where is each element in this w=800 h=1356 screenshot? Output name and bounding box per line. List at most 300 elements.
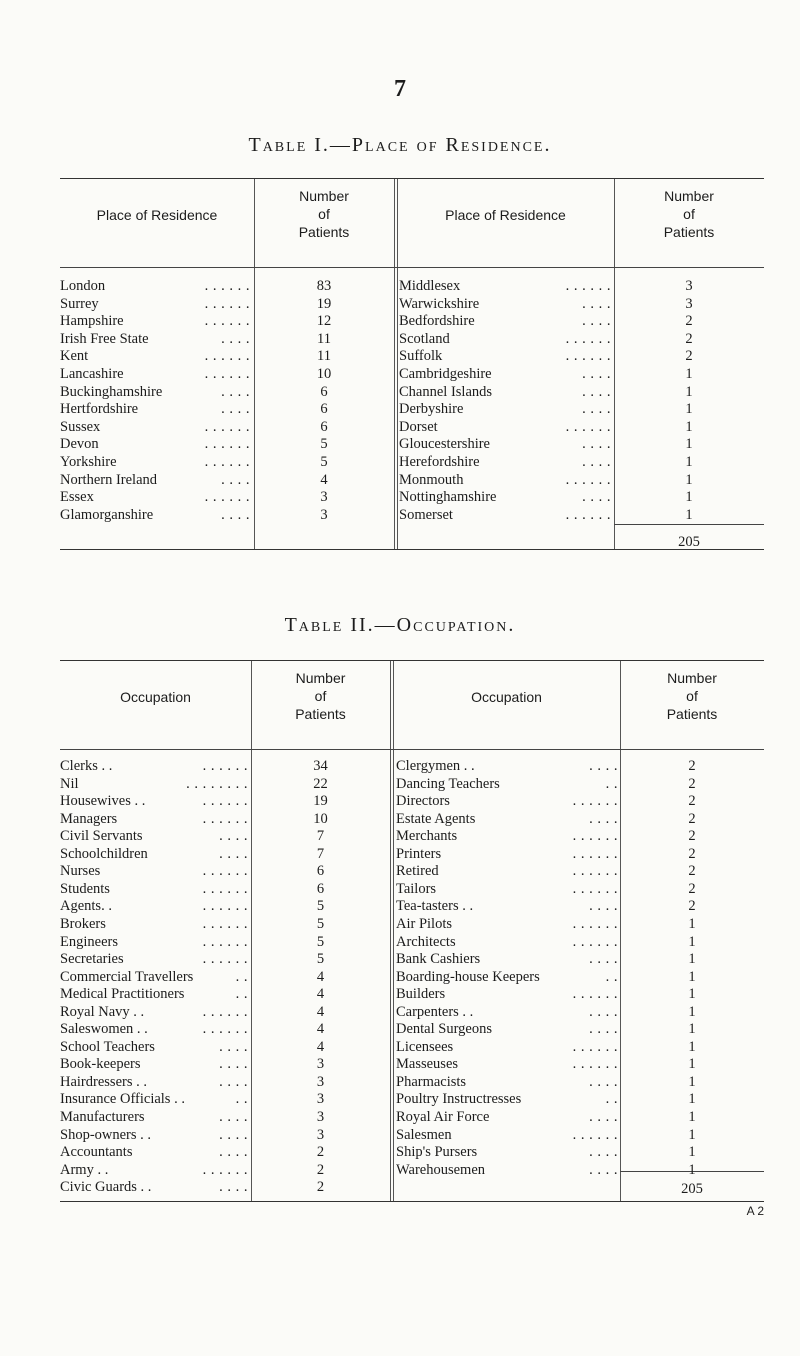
- leader-dots: . . . .: [221, 383, 250, 400]
- table-row: [60, 1178, 390, 1196]
- leader-dots: . . . .: [219, 1109, 248, 1125]
- row-label: Schoolchildren: [60, 845, 148, 862]
- row-count: 1: [688, 1003, 696, 1020]
- leader-dots: . . . . . .: [202, 1161, 248, 1178]
- row-count: 2: [316, 1144, 325, 1161]
- table1-header-col3: Place of Residence: [445, 207, 566, 223]
- leader-dots: . . . . . .: [202, 951, 248, 968]
- table-row: [60, 347, 394, 365]
- row-count: 1: [688, 1038, 696, 1055]
- row-label: Tea-tasters . .: [396, 898, 474, 915]
- row-count: 6: [320, 418, 328, 435]
- leader-dots: . . . .: [582, 295, 611, 312]
- table2-header-col4: Number of Patients: [666, 670, 718, 722]
- row-count: 1: [685, 471, 693, 488]
- leader-dots: . .: [235, 968, 248, 985]
- row-label: Surrey: [60, 295, 99, 312]
- leader-dots: . . . .: [582, 383, 611, 400]
- row-count: 19: [316, 295, 332, 312]
- row-label: Middlesex: [399, 278, 461, 294]
- table-row: [60, 827, 390, 845]
- row-label: Air Pilots: [396, 915, 452, 932]
- leader-dots: . . . .: [219, 1056, 248, 1073]
- row-label: Northern Ireland: [60, 471, 158, 488]
- table-row: [399, 277, 764, 295]
- row-label: Herefordshire: [399, 454, 480, 470]
- row-label: Book-keepers: [60, 1056, 141, 1073]
- leader-dots: . . . . . .: [572, 845, 618, 862]
- row-count: 2: [688, 880, 696, 897]
- row-label: Nil: [60, 775, 79, 792]
- row-label: Salesmen: [396, 1126, 452, 1143]
- row-count: 6: [320, 401, 328, 418]
- row-label: Secretaries: [60, 951, 124, 968]
- table-row: [60, 295, 394, 313]
- row-label: Carpenters . .: [396, 1003, 474, 1020]
- table-row: [396, 968, 764, 986]
- table-row: [396, 827, 764, 845]
- row-count: 1: [685, 454, 693, 470]
- table-row: [60, 471, 394, 489]
- row-count: 12: [316, 313, 332, 330]
- table-row: [60, 277, 394, 295]
- leader-dots: . . . .: [582, 489, 611, 506]
- table-row: [60, 985, 390, 1003]
- row-count: 2: [688, 775, 696, 792]
- row-count: 5: [320, 454, 328, 470]
- row-label: Royal Air Force: [396, 1109, 490, 1125]
- table-row: [60, 488, 394, 506]
- leader-dots: . . . .: [589, 951, 618, 968]
- row-label: Ship's Pursers: [396, 1144, 478, 1161]
- leader-dots: . . . . . .: [202, 898, 248, 915]
- table2-divider: [393, 661, 394, 1201]
- table-row: [60, 1073, 390, 1091]
- table-row: [60, 330, 394, 348]
- row-count: 1: [685, 506, 693, 523]
- row-label: Sussex: [60, 418, 101, 435]
- table-row: [396, 880, 764, 898]
- table-row: [396, 1038, 764, 1056]
- row-count: 1: [685, 418, 693, 435]
- row-label: Insurance Officials . .: [60, 1091, 185, 1108]
- table-row: [396, 775, 764, 793]
- leader-dots: . . . . . .: [202, 758, 248, 774]
- leader-dots: . . . . . .: [202, 810, 248, 827]
- leader-dots: . . . . . .: [565, 348, 611, 365]
- table-row: [60, 950, 390, 968]
- table2: [60, 660, 764, 1202]
- row-count: 2: [688, 828, 696, 845]
- row-count: 1: [688, 915, 696, 932]
- table-row: [399, 295, 764, 313]
- table2-header-rule: [60, 749, 764, 750]
- table2-header-col3: Occupation: [471, 689, 542, 705]
- row-count: 22: [313, 775, 328, 792]
- row-label: Hairdressers . .: [60, 1073, 147, 1090]
- row-label: Agents. .: [60, 898, 112, 915]
- row-count: 2: [688, 863, 696, 880]
- row-label: School Teachers: [60, 1038, 155, 1055]
- table-row: [396, 1108, 764, 1126]
- table-row: [396, 810, 764, 828]
- row-count: 19: [313, 793, 328, 810]
- row-count: 2: [688, 810, 696, 827]
- row-count: 3: [320, 489, 328, 506]
- row-label: Channel Islands: [399, 383, 493, 400]
- row-label: Boarding-house Keepers: [396, 968, 540, 985]
- table2-total: 205: [681, 1181, 703, 1197]
- row-count: 1: [685, 366, 693, 382]
- leader-dots: . . . .: [219, 1144, 248, 1161]
- row-count: 1: [688, 951, 696, 968]
- leader-dots: . . . . . .: [572, 1126, 618, 1143]
- row-label: Monmouth: [399, 471, 464, 488]
- leader-dots: . . . . . .: [204, 295, 250, 312]
- row-label: Derbyshire: [399, 401, 464, 418]
- table-row: [60, 418, 394, 436]
- table1-divider: [394, 179, 395, 549]
- table-row: [60, 453, 394, 471]
- leader-dots: . . . .: [589, 898, 618, 915]
- signature-mark: A 2: [746, 1204, 764, 1218]
- row-count: 2: [685, 348, 693, 365]
- table-row: [396, 1020, 764, 1038]
- table-row: [60, 365, 394, 383]
- table-row: [60, 1161, 390, 1179]
- row-count: 1: [688, 1021, 696, 1038]
- table2-header-col1: Occupation: [120, 689, 191, 705]
- row-label: Poultry Instructresses: [396, 1091, 522, 1108]
- leader-dots: . . . . . .: [572, 828, 618, 845]
- table-row: [60, 312, 394, 330]
- leader-dots: . . . . . .: [565, 278, 611, 294]
- row-label: Licensees: [396, 1038, 454, 1055]
- leader-dots: . . . . . .: [572, 915, 618, 932]
- leader-dots: . . . .: [219, 845, 248, 862]
- leader-dots: . . . .: [582, 401, 611, 418]
- leader-dots: . . . . . .: [204, 454, 250, 470]
- table-row: [60, 897, 390, 915]
- row-label: Royal Navy . .: [60, 1003, 145, 1020]
- leader-dots: . . . . . .: [204, 278, 250, 294]
- table-row: [399, 453, 764, 471]
- row-label: Scotland: [399, 330, 450, 347]
- table-row: [396, 1055, 764, 1073]
- row-count: 2: [688, 898, 696, 915]
- row-label: Manufacturers: [60, 1109, 145, 1125]
- row-count: 5: [316, 951, 325, 968]
- row-count: 1: [688, 1161, 696, 1178]
- row-count: 3: [316, 1073, 325, 1090]
- row-count: 2: [685, 313, 693, 330]
- table-row: [396, 933, 764, 951]
- leader-dots: . . . .: [589, 1021, 618, 1038]
- row-label: Shop-owners . .: [60, 1126, 152, 1143]
- table2-divider: [390, 661, 391, 1201]
- row-label: Estate Agents: [396, 810, 476, 827]
- row-label: Somerset: [399, 506, 453, 523]
- leader-dots: . . . .: [219, 1126, 248, 1143]
- row-count: 1: [685, 489, 693, 506]
- row-label: Dorset: [399, 418, 438, 435]
- row-label: Civic Guards . .: [60, 1179, 152, 1196]
- leader-dots: . . . . . .: [565, 330, 611, 347]
- table-row: [399, 435, 764, 453]
- row-label: Medical Practitioners: [60, 986, 185, 1003]
- table-row: [399, 488, 764, 506]
- leader-dots: . . . . . .: [204, 489, 250, 506]
- row-count: 2: [688, 793, 696, 810]
- table-row: [60, 862, 390, 880]
- leader-dots: . . . . . .: [565, 418, 611, 435]
- table-row: [60, 506, 394, 524]
- leader-dots: . .: [605, 1091, 618, 1108]
- row-count: 6: [316, 880, 325, 897]
- leader-dots: . . . . . .: [202, 933, 248, 950]
- row-count: 10: [313, 810, 328, 827]
- table-row: [60, 915, 390, 933]
- table1-header-col2: Number of Patients: [298, 188, 350, 240]
- table-row: [60, 435, 394, 453]
- table1-header-col1: Place of Residence: [96, 207, 218, 223]
- leader-dots: . . . . . .: [202, 880, 248, 897]
- row-label: Hertfordshire: [60, 401, 139, 418]
- table-row: [396, 845, 764, 863]
- leader-dots: . . . .: [589, 758, 618, 774]
- row-label: Students: [60, 880, 110, 897]
- table-row: [396, 1161, 764, 1179]
- leader-dots: . . . . . .: [572, 880, 618, 897]
- leader-dots: . . . . . .: [204, 366, 250, 382]
- leader-dots: . . . . . .: [204, 313, 250, 330]
- row-count: 7: [316, 845, 325, 862]
- table1-divider: [397, 179, 398, 549]
- row-label: Managers: [60, 810, 118, 827]
- row-count: 3: [316, 1091, 325, 1108]
- row-count: 34: [313, 758, 328, 774]
- table-row: [399, 400, 764, 418]
- table-row: [399, 418, 764, 436]
- row-count: 3: [316, 1109, 325, 1125]
- row-count: 1: [688, 1144, 696, 1161]
- table2-title: Table II.—Occupation.: [284, 614, 516, 636]
- leader-dots: . . . .: [582, 313, 611, 330]
- table-row: [60, 1020, 390, 1038]
- row-count: 11: [317, 348, 331, 365]
- row-count: 5: [316, 898, 325, 915]
- row-label: Clerks . .: [60, 758, 113, 774]
- row-label: Nottinghamshire: [399, 489, 497, 506]
- table-row: [396, 1003, 764, 1021]
- leader-dots: . .: [235, 1091, 248, 1108]
- table-row: [60, 1143, 390, 1161]
- leader-dots: . . . .: [589, 1073, 618, 1090]
- row-count: 2: [316, 1161, 325, 1178]
- leader-dots: . . . .: [589, 1003, 618, 1020]
- table-row: [60, 792, 390, 810]
- row-count: 3: [320, 506, 328, 523]
- table-row: [396, 897, 764, 915]
- leader-dots: . . . . . . . .: [186, 775, 248, 792]
- leader-dots: . . . .: [589, 1161, 618, 1178]
- row-count: 11: [317, 330, 331, 347]
- leader-dots: . . . .: [582, 436, 611, 453]
- table1: [60, 178, 764, 550]
- row-count: 4: [316, 986, 325, 1003]
- table-row: [60, 757, 390, 775]
- leader-dots: . . . .: [219, 1073, 248, 1090]
- row-count: 3: [316, 1126, 325, 1143]
- row-label: Nurses: [60, 863, 101, 880]
- table-row: [396, 792, 764, 810]
- row-label: Army . .: [60, 1161, 109, 1178]
- table-row: [396, 862, 764, 880]
- table1-total-rule: [614, 524, 764, 525]
- leader-dots: . . . .: [219, 1179, 248, 1196]
- row-count: 5: [320, 436, 328, 453]
- row-count: 10: [316, 366, 332, 382]
- leader-dots: . . . .: [221, 401, 250, 418]
- row-label: Dental Surgeons: [396, 1021, 492, 1038]
- table-row: [399, 471, 764, 489]
- table-row: [60, 383, 394, 401]
- leader-dots: . . . . . .: [572, 933, 618, 950]
- row-label: Builders: [396, 986, 446, 1003]
- leader-dots: . .: [605, 775, 618, 792]
- row-label: Architects: [396, 933, 456, 950]
- leader-dots: . .: [235, 986, 248, 1003]
- leader-dots: . . . .: [221, 506, 250, 523]
- row-label: Yorkshire: [60, 454, 117, 470]
- table-row: [60, 1108, 390, 1126]
- table1-total: 205: [678, 534, 700, 550]
- table-row: [399, 347, 764, 365]
- leader-dots: . . . . . .: [204, 418, 250, 435]
- row-label: Saleswomen . .: [60, 1021, 148, 1038]
- table-row: [396, 950, 764, 968]
- row-label: Warwickshire: [399, 295, 480, 312]
- leader-dots: . . . . . .: [572, 1056, 618, 1073]
- leader-dots: . . . .: [219, 1038, 248, 1055]
- leader-dots: . . . . . .: [565, 506, 611, 523]
- row-count: 3: [685, 278, 693, 294]
- row-count: 3: [685, 295, 693, 312]
- row-label: Kent: [60, 348, 89, 365]
- row-label: Brokers: [60, 915, 106, 932]
- leader-dots: . . . .: [582, 366, 611, 382]
- row-count: 1: [685, 436, 693, 453]
- row-label: Glamorganshire: [60, 506, 154, 523]
- row-label: Suffolk: [399, 348, 443, 365]
- row-label: Bedfordshire: [399, 313, 475, 330]
- row-label: Buckinghamshire: [60, 383, 163, 400]
- row-count: 1: [685, 383, 693, 400]
- row-label: Directors: [396, 793, 450, 810]
- table2-header-col2: Number of Patients: [295, 670, 346, 722]
- row-count: 1: [685, 401, 693, 418]
- table1-header-col4: Number of Patients: [663, 188, 715, 240]
- row-label: Accountants: [60, 1144, 133, 1161]
- table-row: [60, 810, 390, 828]
- row-count: 2: [688, 845, 696, 862]
- row-count: 1: [688, 1109, 696, 1125]
- row-label: Civil Servants: [60, 828, 143, 845]
- leader-dots: . . . . . .: [204, 436, 250, 453]
- row-count: 4: [316, 1038, 325, 1055]
- row-count: 2: [685, 330, 693, 347]
- leader-dots: . . . . . .: [204, 348, 250, 365]
- leader-dots: . . . . . .: [202, 793, 248, 810]
- row-label: Commercial Travellers: [60, 968, 194, 985]
- row-label: Gloucestershire: [399, 436, 490, 453]
- table1-title: Table I.—Place of Residence.: [248, 134, 552, 156]
- leader-dots: . . . .: [221, 330, 250, 347]
- row-count: 1: [688, 1091, 696, 1108]
- row-count: 83: [316, 278, 332, 294]
- leader-dots: . . . . . .: [572, 1038, 618, 1055]
- row-label: Clergymen . .: [396, 758, 475, 774]
- leader-dots: . . . . . .: [572, 863, 618, 880]
- row-count: 4: [316, 1021, 325, 1038]
- table-row: [60, 400, 394, 418]
- row-label: Tailors: [396, 880, 437, 897]
- row-count: 1: [688, 986, 696, 1003]
- row-label: Warehousemen: [396, 1161, 486, 1178]
- leader-dots: . . . . . .: [565, 471, 611, 488]
- row-count: 2: [688, 758, 696, 774]
- row-label: Dancing Teachers: [396, 775, 500, 792]
- row-label: London: [60, 278, 106, 294]
- table-row: [396, 1126, 764, 1144]
- row-count: 5: [316, 915, 325, 932]
- table-row: [399, 312, 764, 330]
- table-row: [396, 1143, 764, 1161]
- table-row: [399, 365, 764, 383]
- row-label: Retired: [396, 863, 439, 880]
- table-row: [399, 383, 764, 401]
- row-label: Bank Cashiers: [396, 951, 481, 968]
- row-count: 4: [316, 1003, 325, 1020]
- leader-dots: . . . . . .: [202, 1021, 248, 1038]
- row-count: 1: [688, 1056, 696, 1073]
- row-count: 7: [316, 828, 325, 845]
- row-label: Masseuses: [396, 1056, 459, 1073]
- table-row: [396, 757, 764, 775]
- row-label: Merchants: [396, 828, 458, 845]
- leader-dots: . . . . . .: [202, 1003, 248, 1020]
- table-row: [60, 1126, 390, 1144]
- row-count: 4: [316, 968, 325, 985]
- table-row: [396, 985, 764, 1003]
- row-label: Pharmacists: [396, 1073, 467, 1090]
- row-count: 1: [688, 933, 696, 950]
- table-row: [60, 933, 390, 951]
- table-row: [396, 915, 764, 933]
- row-label: Cambridgeshire: [399, 366, 492, 382]
- row-count: 3: [316, 1056, 325, 1073]
- row-label: Housewives . .: [60, 793, 146, 810]
- table-row: [399, 330, 764, 348]
- row-count: 2: [316, 1179, 325, 1196]
- leader-dots: . . . .: [221, 471, 250, 488]
- row-label: Hampshire: [60, 313, 124, 330]
- row-label: Devon: [60, 436, 99, 453]
- table-row: [60, 1055, 390, 1073]
- table-row: [60, 845, 390, 863]
- row-label: Engineers: [60, 933, 118, 950]
- leader-dots: . . . .: [582, 454, 611, 470]
